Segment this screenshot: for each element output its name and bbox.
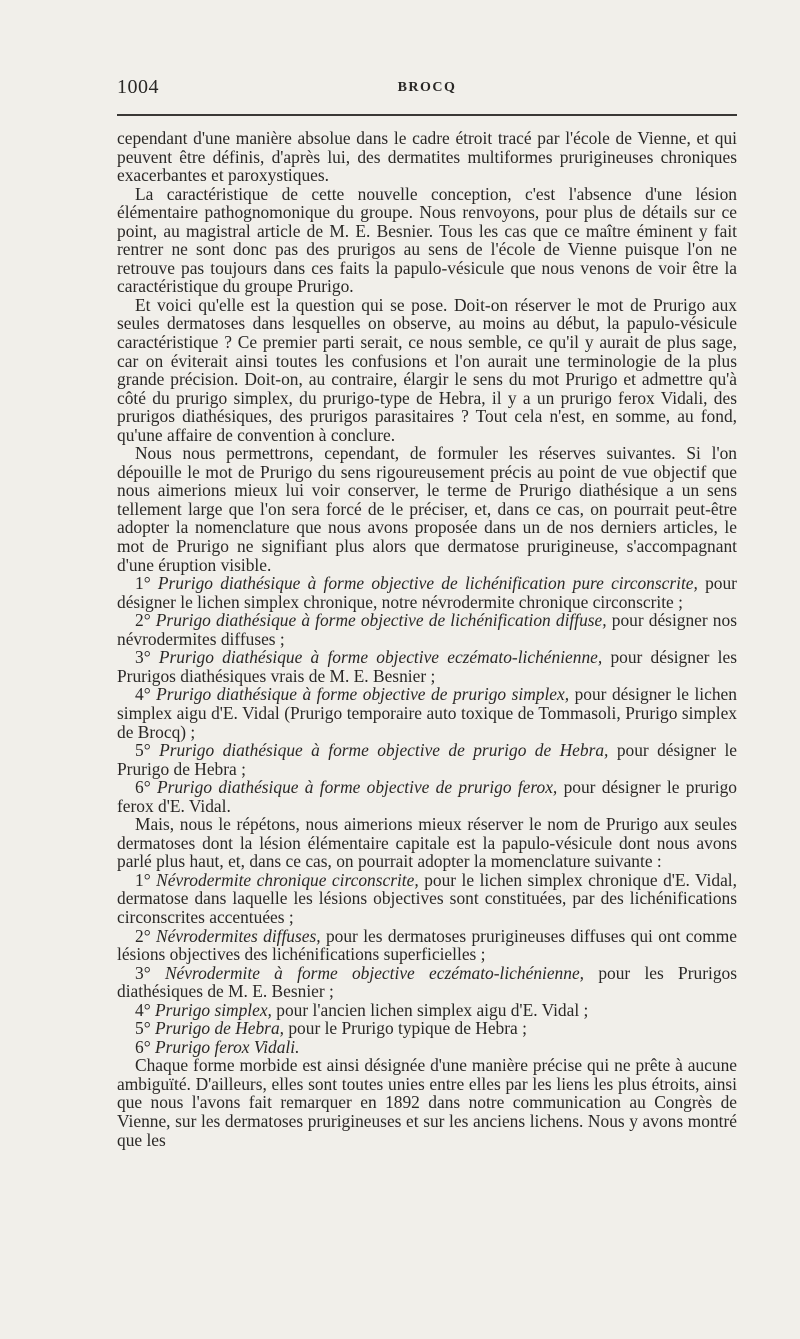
- list-item: [117, 778, 737, 815]
- item-number: 6°: [135, 777, 151, 798]
- running-head: BROCQ: [397, 80, 457, 95]
- item-text: pour les dermatoses prurigineuses diffuses qui ont comme lésions objectives des lichénifications superficielles ;: [117, 925, 737, 965]
- item-text: pour désigner les Prurigos diathésiques vrais de M. E. Besnier ;: [117, 647, 737, 686]
- list-item: [117, 741, 737, 778]
- item-number: 3°: [135, 962, 151, 983]
- list-item: [117, 927, 737, 964]
- list-item: [117, 648, 737, 685]
- item-term: Névrodermite chronique circonscrite,: [156, 869, 419, 890]
- item-text: pour désigner le lichen simplex aigu d'E. Vidal (Prurigo temporaire auto toxique de Tommasoli, Prurigo simplex de Brocq) ;: [117, 684, 737, 742]
- item-term: Prurigo diathésique à forme objective eczémato-lichénienne,: [158, 647, 603, 668]
- paragraph: Et voici qu'elle est la question qui se pose. Doit-on réserver le mot de Prurigo aux seules dermatoses dans lesquelles on observe, au moins au début, la papulo-vésicule caractéristique ? Ce premier parti serait, ce nous semble, ce qu'il y aurait de plus sage, car on éviterait ainsi toutes les confusions et l'on aurait une terminologie de la plus grande précision. Doit-on, au contraire, élargir le sens du mot Prurigo et admettre qu'à côté du prurigo simplex, du prurigo-type de Hebra, il y a un prurigo ferox Vidali, des prurigos diathésiques, des prurigos parasitaires ? Tout cela n'est, en somme, au fond, qu'une affaire de convention à conclure.: [117, 294, 737, 445]
- item-term: Prurigo diathésique à forme objective de prurigo ferox,: [156, 777, 558, 798]
- list-item: [117, 685, 737, 741]
- paragraph: Nous nous permettrons, cependant, de formuler les réserves suivantes. Si l'on dépouille le mot de Prurigo du sens rigoureusement précis au point de vue objectif que nous aimerions mieux lui voir conserver, le terme de Prurigo diathésique a un sens tellement large que l'on sera forcé de le préciser, et, dans ce cas, on pourrait peut-être adopter la nomenclature que nous avons proposée dans un de nos derniers articles, le mot de Prurigo ne signifiant plus alors que dermatose prurigineuse, s'accompagnant d'une éruption visible.: [117, 443, 737, 575]
- item-number: 4°: [135, 684, 151, 705]
- item-text: pour désigner le prurigo ferox d'E. Vidal.: [117, 777, 737, 816]
- item-term: Névrodermite à forme objective eczémato-lichénienne,: [164, 962, 585, 983]
- list-item: [117, 611, 737, 648]
- item-number: 5°: [135, 740, 151, 761]
- item-text: pour le Prurigo typique de Hebra ;: [288, 1018, 527, 1039]
- item-text: pour l'ancien lichen simplex aigu d'E. Vidal ;: [276, 999, 589, 1020]
- paragraph: Chaque forme morbide est ainsi désignée d'une manière précise qui ne prête à aucune ambiguïté. D'ailleurs, elles sont toutes unies entre elles par les liens les plus étroits, ainsi que nous l'avons fait remarquer en 1892 dans notre communication au Congrès de Vienne, sur les dermatoses prurigineuses et sur les anciens lichens. Nous y avons montré que les: [117, 1055, 737, 1150]
- paragraph: cependant d'une manière absolue dans le cadre étroit tracé par l'école de Vienne, et qui peuvent être définis, d'après lui, des dermatites multiformes prurigineuses chroniques exacerbantes et paroxystiques.: [117, 128, 737, 186]
- item-text: pour les Prurigos diathésiques de M. E. Besnier ;: [117, 962, 737, 1002]
- item-number: 1°: [135, 573, 151, 594]
- item-term: Névrodermites diffuses,: [156, 925, 321, 946]
- item-number: 6°: [135, 1036, 151, 1057]
- item-text: pour le lichen simplex chronique d'E. Vidal, dermatose dans laquelle les lésions objectives sont constituées, par des lichénifications circonscrites accentuées ;: [117, 869, 737, 927]
- header-rule: [117, 114, 737, 116]
- list-item: [117, 1019, 737, 1038]
- list-item: [117, 574, 737, 611]
- item-text: pour désigner le lichen simplex chronique, notre névrodermite chronique circonscrite ;: [117, 573, 737, 612]
- item-number: 4°: [135, 999, 151, 1020]
- item-term: Prurigo diathésique à forme objective de lichénification diffuse,: [155, 610, 607, 631]
- list-item: [117, 964, 737, 1001]
- page-header: [117, 72, 737, 102]
- item-number: 1°: [135, 869, 151, 890]
- page-number: 1004: [117, 76, 159, 98]
- list-item: [117, 1038, 737, 1057]
- item-term: Prurigo diathésique à forme objective de prurigo simplex,: [156, 684, 570, 705]
- item-text: pour désigner nos névrodermites diffuses ;: [117, 610, 737, 649]
- item-term: Prurigo ferox Vidali.: [155, 1036, 300, 1057]
- item-number: 3°: [135, 647, 151, 668]
- paragraph: La caractéristique de cette nouvelle conception, c'est l'absence d'une lésion élémentaire pathognomonique du groupe. Nous renvoyons, pour plus de détails sur ce point, au magistral article de M. E. Besnier. Tous les cas que ce maître éminent y fait rentrer ne sont donc pas des prurigos au sens de l'école de Vienne puisque l'on ne retrouve pas toujours dans ces faits la papulo-vésicule que nous venons de voir être la caractéristique du groupe Prurigo.: [117, 183, 737, 297]
- item-number: 2°: [135, 925, 151, 946]
- item-text: pour désigner le Prurigo de Hebra ;: [117, 740, 737, 779]
- list-item: [117, 871, 737, 927]
- item-number: 5°: [135, 1018, 151, 1039]
- body-text: [117, 129, 737, 1149]
- paragraph: Mais, nous le répétons, nous aimerions mieux réserver le nom de Prurigo aux seules dermatoses dont la lésion élémentaire capitale est la papulo-vésicule dont nous avons parlé plus haut, et, dans ce cas, on pourrait adopter la momenclature suivante :: [117, 814, 737, 872]
- list-item: [117, 1001, 737, 1020]
- item-term: Prurigo diathésique à forme objective de lichénification pure circonscrite,: [157, 573, 698, 594]
- item-term: Prurigo diathésique à forme objective de prurigo de Hebra,: [159, 740, 609, 761]
- item-term: Prurigo simplex,: [155, 999, 272, 1020]
- item-term: Prurigo de Hebra,: [155, 1018, 284, 1039]
- item-number: 2°: [135, 610, 151, 631]
